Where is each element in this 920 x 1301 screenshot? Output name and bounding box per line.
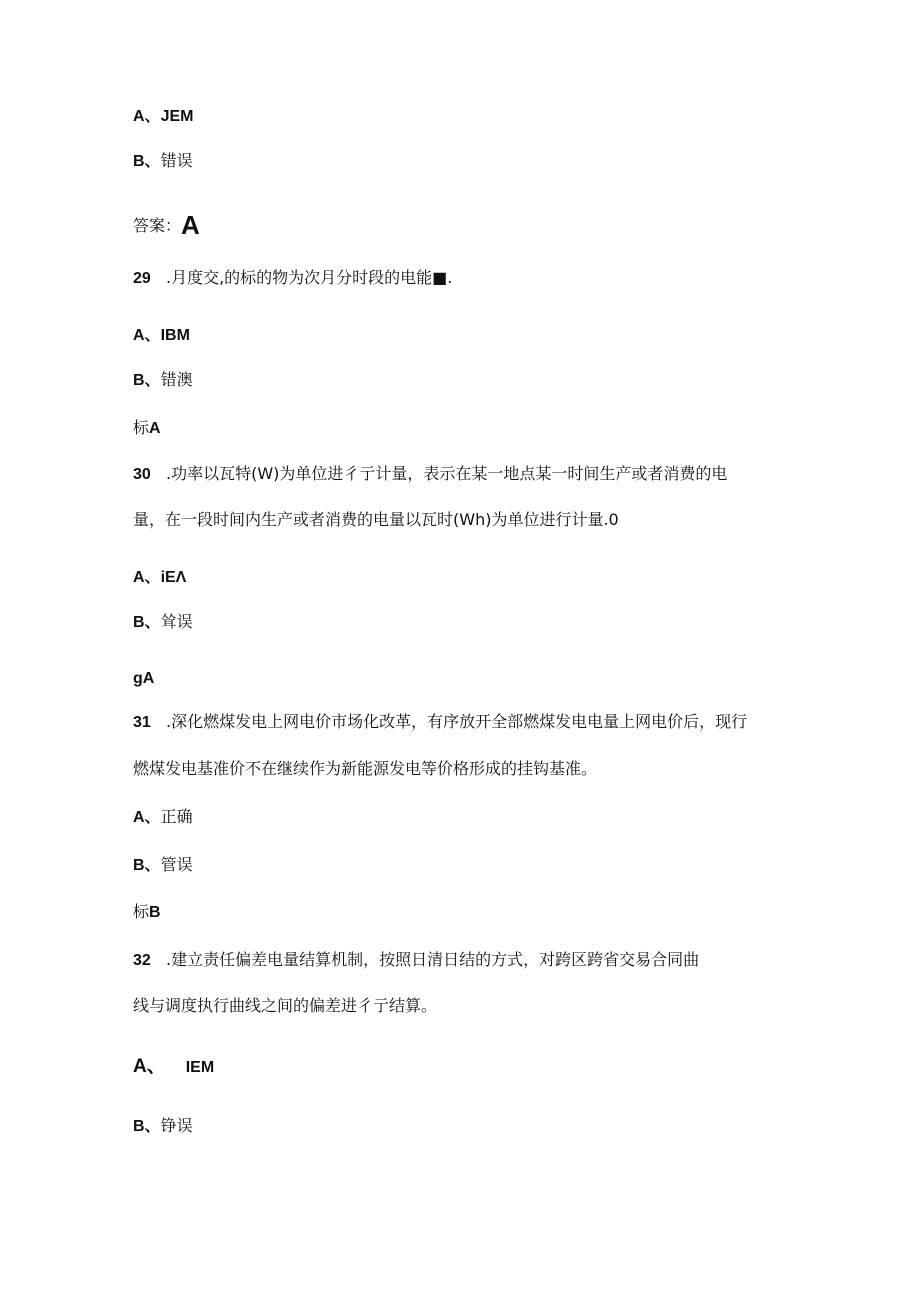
q29-answer-label: 标 <box>133 418 150 437</box>
q31-option-b <box>133 855 193 876</box>
q32-option-a-text: IEM <box>185 1059 215 1076</box>
q31-answer-value: B <box>149 904 161 921</box>
q30-text-line2: 量，在一段时间内生产或者消费的电量以瓦时(Wh)为单位进行计量.0 <box>133 510 619 529</box>
q30-answer-value: A <box>142 670 155 687</box>
q32-question-line1 <box>133 950 699 971</box>
q29-answer-value: A <box>149 420 161 437</box>
q32-option-b <box>133 1116 193 1137</box>
q28-option-b-prefix: B、 <box>133 153 161 170</box>
q31-option-a-text: 正确 <box>160 807 193 826</box>
q30-answer-label: g <box>133 670 143 687</box>
q28-answer-label: 答案： <box>133 216 182 235</box>
q29-number: 29 <box>133 270 151 287</box>
q30-option-a-text: iEΛ <box>160 569 187 586</box>
q29-option-a <box>133 325 190 346</box>
q30-number: 30 <box>133 466 151 483</box>
q32-option-a <box>133 1057 214 1078</box>
q31-answer <box>133 902 161 923</box>
q28-option-a-text: JEM <box>160 108 194 125</box>
q29-option-a-text: IBM <box>160 327 190 344</box>
q32-option-a-prefix: A、 <box>133 1056 166 1077</box>
q28-option-a <box>133 106 193 127</box>
q32-option-b-prefix: B、 <box>133 1118 161 1135</box>
q32-question-line2 <box>133 996 437 1016</box>
q29-question <box>133 268 452 289</box>
q31-question-line2 <box>133 759 597 779</box>
q31-text-line1: .深化燃煤发电上网电价市场化改革，有序放开全部燃煤发电电量上网电价后，现行 <box>166 712 748 731</box>
q31-text-line2: 燃煤发电基准价不在继续作为新能源发电等价格形成的挂钩基准。 <box>133 759 598 778</box>
q31-answer-label: 标 <box>133 902 150 921</box>
q30-option-a <box>133 567 186 588</box>
q29-option-b-text: 错澳 <box>160 370 193 389</box>
q32-option-b-text: 铮误 <box>160 1116 193 1135</box>
q30-question-line2 <box>133 510 619 530</box>
q29-option-a-prefix: A、 <box>133 327 161 344</box>
q29-option-b <box>133 370 193 391</box>
q28-answer-value: A <box>181 210 200 240</box>
q31-option-b-text: 管误 <box>160 855 193 874</box>
q30-option-b-text: 耸误 <box>160 612 193 631</box>
q29-answer <box>133 418 161 439</box>
q30-answer <box>133 668 154 689</box>
q30-option-b <box>133 612 193 633</box>
q28-option-a-prefix: A、 <box>133 108 161 125</box>
q31-option-a <box>133 807 193 828</box>
q31-question-line1 <box>133 712 747 733</box>
q31-number: 31 <box>133 714 151 731</box>
q32-number: 32 <box>133 952 151 969</box>
q29-option-b-prefix: B、 <box>133 372 161 389</box>
q30-option-a-prefix: A、 <box>133 569 161 586</box>
q30-option-b-prefix: B、 <box>133 614 161 631</box>
q29-text: .月度交,的标的物为次月分时段的电能■. <box>166 268 453 287</box>
q32-text-line1: .建立责任偏差电量结算机制，按照日清日结的方式，对跨区跨省交易合同曲 <box>166 950 700 969</box>
q28-option-b-text: 错误 <box>160 151 193 170</box>
q31-option-a-prefix: A、 <box>133 809 161 826</box>
q31-option-b-prefix: B、 <box>133 857 161 874</box>
q30-question-line1 <box>133 464 727 485</box>
q28-option-b <box>133 151 193 172</box>
q32-text-line2: 线与调度执行曲线之间的偏差进彳亍结算。 <box>133 996 438 1015</box>
q30-text-line1: .功率以瓦特(W)为单位进彳亍计量，表示在某一地点某一时间生产或者消费的电 <box>166 464 728 483</box>
q28-answer <box>133 210 200 240</box>
